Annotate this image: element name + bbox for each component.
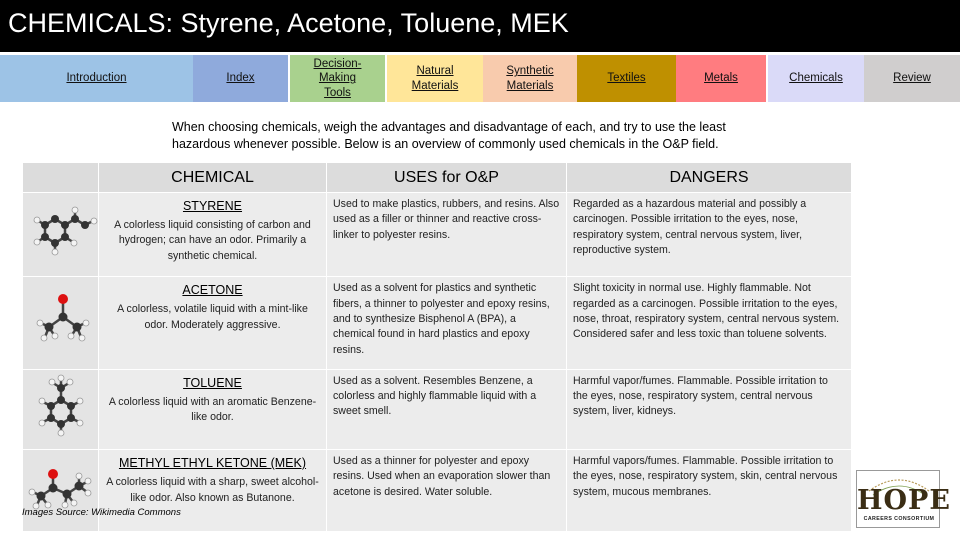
uses-cell: Used as a solvent for plastics and synthetic fibers, a thinner to polyester and epoxy resins, and to synthesize Bisphenol A (BPA), a chemical found in hard plastics and epoxy resins.: [327, 277, 567, 369]
chemical-cell: [99, 450, 327, 532]
header-chemical: CHEMICAL: [99, 163, 327, 193]
nav-decision-making-tools-button[interactable]: Decision-Making Tools: [290, 55, 385, 102]
intro-paragraph: When choosing chemicals, weigh the advantages and disadvantage of each, and try to use the least hazardous whenever possible. Below is an overview of commonly used chemicals in the O&P field.: [172, 120, 726, 151]
uses-cell: Used as a thinner for polyester and epoxy resins. Used when an evaporation slower than acetone is desired. Water soluble.: [327, 450, 567, 532]
uses-cell: Used as a solvent. Resembles Benzene, a colorless and highly flammable liquid with a sweet smell.: [327, 369, 567, 449]
dangers-cell: Slight toxicity in normal use. Highly flammable. Not regarded as a carcinogen. Possible irritation to the eyes, nose, throat, respiratory system, central nervous system. Considered safer and less toxic than toluene solvents.: [567, 277, 852, 369]
nav-synthetic-materials-button[interactable]: Synthetic Materials: [483, 55, 577, 102]
chemical-cell: [99, 369, 327, 449]
table-row: [23, 369, 852, 449]
header-uses: USES for O&P: [327, 163, 567, 193]
nav-review-button[interactable]: Review: [864, 55, 960, 102]
toluene-molecule-icon: [23, 370, 99, 444]
dangers-cell: Regarded as a hazardous material and possibly a carcinogen. Possible irritation to the eyes, nose, respiratory system, central nervous system, liver, reproductive system.: [567, 193, 852, 277]
chemicals-table: [22, 162, 852, 532]
chemical-description: A colorless, volatile liquid with a mint-like odor. Moderately aggressive.: [117, 303, 308, 331]
nav-natural-materials-button[interactable]: Natural Materials: [387, 55, 483, 102]
table-row: [23, 193, 852, 277]
hope-logo: [856, 470, 951, 528]
styrene-molecule-icon: [23, 193, 99, 271]
dangers-cell: Harmful vapor/fumes. Flammable. Possible irritation to the eyes, nose, respiratory system, central nervous system, liver, kidneys.: [567, 369, 852, 449]
table-row: [23, 277, 852, 369]
table-row: [23, 450, 852, 532]
nav-introduction-button[interactable]: Introduction: [0, 55, 193, 102]
molecule-cell: [23, 193, 99, 277]
header-blank: [23, 163, 99, 193]
logo-word: HOPE: [857, 485, 951, 516]
logo-caption: CAREERS CONSORTIUM: [863, 516, 935, 522]
header-dangers: DANGERS: [567, 163, 852, 193]
uses-cell: Used to make plastics, rubbers, and resins. Also used as a filler or thinner and reactive cross-linker to polyester resins.: [327, 193, 567, 277]
chemical-cell: [99, 277, 327, 369]
chemical-cell: [99, 193, 327, 277]
acetone-molecule-icon: [23, 277, 99, 363]
chemical-description: A colorless liquid with a sharp, sweet alcohol-like odor. Also known as Butanone.: [106, 476, 319, 504]
dangers-cell: Harmful vapors/fumes. Flammable. Possible irritation to the eyes, nose, respiratory system, skin, central nervous system, mucous membranes.: [567, 450, 852, 532]
chemical-name: ACETONE: [182, 283, 243, 298]
nav-chemicals-button[interactable]: Chemicals: [768, 55, 864, 102]
molecule-cell: [23, 369, 99, 449]
nav-metals-button[interactable]: Metals: [676, 55, 766, 102]
molecule-cell: [23, 277, 99, 369]
page-title: CHEMICALS: Styrene, Acetone, Toluene, MEK: [8, 8, 569, 38]
nav-index-button[interactable]: Index: [193, 55, 288, 102]
title-bar: [0, 0, 960, 52]
chemical-name: STYRENE: [182, 199, 243, 213]
nav-textiles-button[interactable]: Textiles: [577, 55, 676, 102]
chemical-name: METHYL ETHYL KETONE (MEK): [118, 456, 307, 471]
molecule-cell: [23, 450, 99, 532]
image-source-note: Images Source: Wikimedia Commons: [22, 507, 181, 518]
chemical-description: A colorless liquid with an aromatic Benzene-like odor.: [108, 395, 317, 424]
chemical-name: TOLUENE: [183, 375, 242, 390]
table-header-row: [23, 163, 852, 193]
chemical-description: A colorless liquid consisting of carbon and hydrogen; can have an odor. Primarily a synthetic chemical.: [114, 219, 311, 262]
